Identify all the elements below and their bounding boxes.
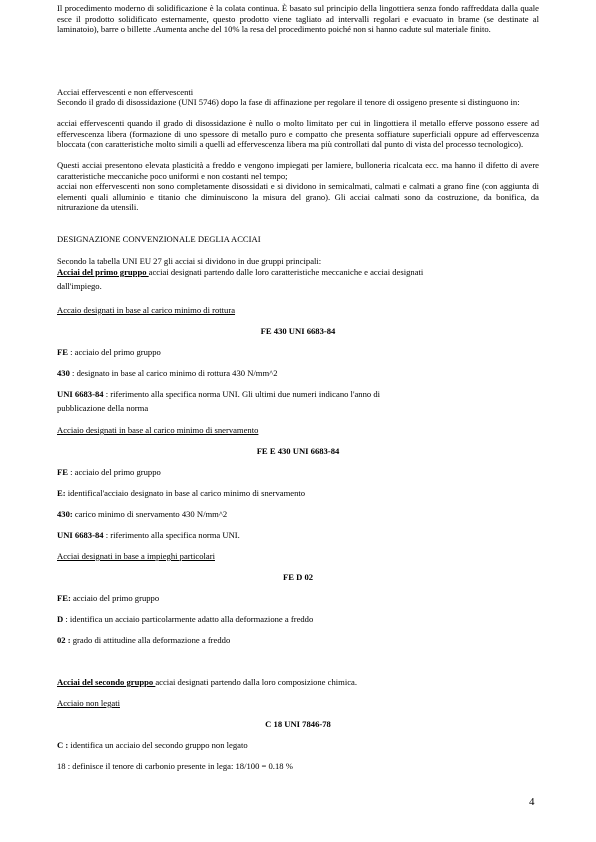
non-legati-heading: Acciaio non legati	[57, 698, 120, 708]
effervescenti-paragraph-2: acciai effervescenti quando il grado di disossidazione è nullo o molto limitato per cui in lingottiera il metallo efferve possono essere ad effervescenza libera (formazione di uno spessore di metallo puro e compatto che presenta soffiature superficiali oppure ad effervescenza bloccata (con caratteristiche molto simili a quelli ad effervescenza libera ma più controllati dal punto di vista del processo tecnologico).	[57, 118, 539, 149]
effervescenti-paragraph-4: acciai non effervescenti non sono completamente disossidati e si dividono in semicalmati, calmati e calmati a grano fine (con aggiunta di elementi quali alluminio e titanio che diminuiscono la misura del grano). Gli acciai calmati sono da costruzione, da bonifica, da nitrurazione da utensili.	[57, 181, 539, 212]
effervescenti-title: Acciai effervescenti e non effervescenti	[57, 87, 194, 97]
particolari-code: FE D 02	[282, 572, 314, 582]
effervescenti-paragraph-3: Questi acciai presentono elevata plasticità a freddo e vengono impiegati per lamiere, bulloneria ricalcata ecc. ma hanno il difetto di avere caratteristiche meccaniche poco uniformi e non costanti nel tempo;	[57, 160, 539, 181]
secondo-gruppo-text: acciai designati partendo dalla loro composizione chimica.	[155, 677, 357, 687]
particolari-item-02: 02 : grado di attitudine alla deformazione a freddo	[57, 635, 231, 645]
rottura-item-uni: UNI 6683-84 : riferimento alla specifica norma UNI. Gli ultimi due numeri indicano l'anno di	[57, 389, 381, 399]
rottura-item-430: 430 : designato in base al carico minimo di rottura 430 N/mm^2	[57, 368, 278, 378]
rottura-item-uni-cont: pubblicazione della norma	[57, 403, 149, 413]
non-legati-item-18: 18 : definisce il tenore di carbonio presente in lega: 18/100 = 0.18 %	[57, 761, 293, 771]
non-legati-item-c: C : identifica un acciaio del secondo gruppo non legato	[57, 740, 248, 750]
effervescenti-paragraph-1: Secondo il grado di disossidazione (UNI 5746) dopo la fase di affinazione per regolare il tenore di ossigeno presente si distinguono in:	[57, 97, 520, 107]
particolari-item-d: D : identifica un acciaio particolarmente adatto alla deformazione a freddo	[57, 614, 314, 624]
designazione-title: DESIGNAZIONE CONVENZIONALE DEGLIA ACCIAI	[57, 234, 261, 244]
intro-paragraph: Il procedimento moderno di solidificazione è la colata continua. È basato sul principio della lingottiera senza fondo raffreddata dalla quale esce il prodotto solidificato esternamente, questo prodotto viene tagliato ad intervalli regolari e evacuato in brame (se destinate al laminatoio), barre o billette .Aumenta anche del 10% la resa del procedimento poiché non si hanno cadute sul materiale finito.	[57, 3, 539, 34]
rottura-heading: Accaio designati in base al carico minimo di rottura	[57, 305, 236, 315]
primo-gruppo-line	[57, 267, 539, 278]
primo-gruppo-text-cont: dall'impiego.	[57, 281, 102, 291]
document-page	[57, 0, 539, 842]
secondo-gruppo-line	[57, 677, 539, 688]
snervamento-heading: Acciaio designati in base al carico minimo di snervamento	[57, 425, 259, 435]
snervamento-item-430: 430: carico minimo di snervamento 430 N/mm^2	[57, 509, 228, 519]
rottura-item-fe: FE : acciaio del primo gruppo	[57, 347, 161, 357]
snervamento-item-uni: UNI 6683-84 : riferimento alla specifica norma UNI.	[57, 530, 240, 540]
primo-gruppo-text: acciai designati partendo dalle loro caratteristiche meccaniche e acciai designati	[148, 267, 424, 277]
particolari-item-fe: FE: acciaio del primo gruppo	[57, 593, 160, 603]
snervamento-code: FE E 430 UNI 6683-84	[256, 446, 340, 456]
snervamento-item-fe: FE : acciaio del primo gruppo	[57, 467, 161, 477]
primo-gruppo-label: Acciai del primo gruppo	[57, 267, 149, 277]
secondo-gruppo-label: Acciai del secondo gruppo	[57, 677, 156, 687]
rottura-code: FE 430 UNI 6683-84	[260, 326, 336, 336]
particolari-heading: Acciai designati in base a impieghi particolari	[57, 551, 215, 561]
designazione-intro: Secondo la tabella UNI EU 27 gli acciai si dividono in due gruppi principali:	[57, 256, 322, 266]
snervamento-item-e: E: identifical'acciaio designato in base al carico minimo di snervamento	[57, 488, 306, 498]
page-number: 4	[529, 796, 535, 808]
non-legati-code: C 18 UNI 7846-78	[265, 719, 331, 729]
